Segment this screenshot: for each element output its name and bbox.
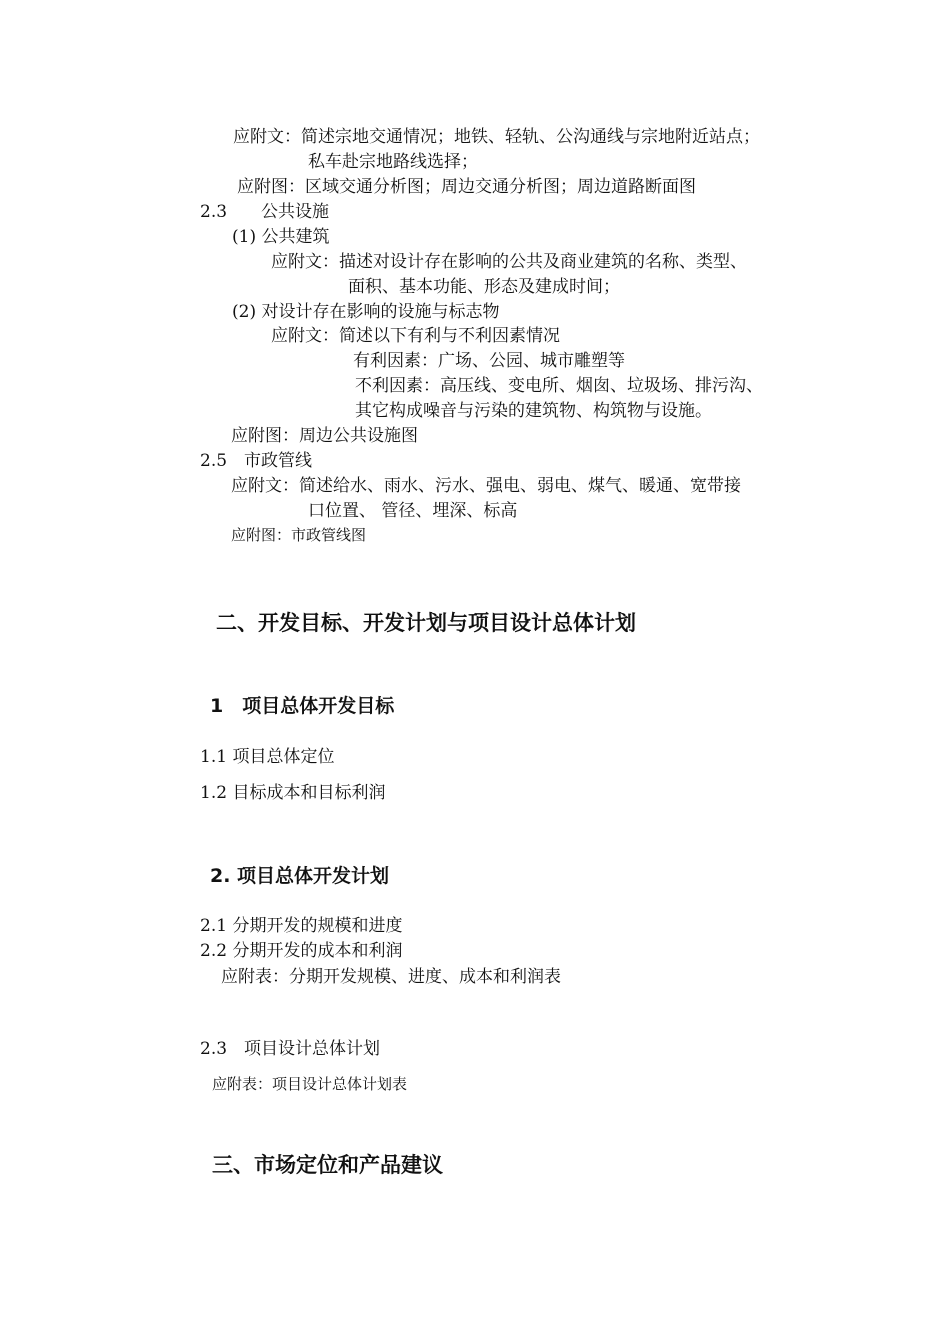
municipal-attach-text-line1: 应附文：简述给水、雨水、污水、强电、弱电、煤气、暖通、宽带接 — [231, 476, 741, 496]
landmarks-title: (2) 对设计存在影响的设施与标志物 — [232, 302, 500, 322]
part3-attach-table: 应附表：项目设计总体计划表 — [212, 1075, 408, 1093]
public-buildings-text-line2: 面积、基本功能、形态及建成时间； — [348, 277, 620, 297]
landmarks-text-line1: 应附文：简述以下有利与不利因素情况 — [271, 326, 560, 346]
unfavorable-factors-line2: 其它构成噪音与污染的建筑物、构筑物与设施。 — [355, 401, 712, 421]
unfavorable-factors-line1: 不利因素：高压线、变电所、烟囱、垃圾场、排污沟、 — [355, 376, 763, 396]
public-buildings-title: (1) 公共建筑 — [232, 227, 330, 247]
municipal-attach-text-line2: 口位置、 管径、埋深、标高 — [308, 501, 518, 521]
public-facilities-heading: 2.3 公共设施 — [200, 202, 330, 222]
public-facilities-attach-figure: 应附图：周边公共设施图 — [231, 426, 418, 446]
part2-item1: 2.1 分期开发的规模和进度 — [200, 916, 403, 936]
traffic-attach-text-line1: 应附文：简述宗地交通情况；地铁、轻轨、公沟通线与宗地附近站点； — [233, 127, 760, 147]
part2-item2: 2.2 分期开发的成本和利润 — [200, 941, 403, 961]
municipal-attach-figure: 应附图：市政管线图 — [231, 526, 367, 544]
part1-item2: 1.2 目标成本和目标利润 — [200, 783, 386, 803]
public-buildings-text-line1: 应附文：描述对设计存在影响的公共及商业建筑的名称、类型、 — [271, 252, 747, 272]
part3-heading: 2.3 项目设计总体计划 — [200, 1039, 381, 1059]
part2-attach-table: 应附表：分期开发规模、进度、成本和利润表 — [221, 967, 561, 987]
part2-heading: 2. 项目总体开发计划 — [210, 865, 390, 887]
municipal-heading: 2.5 市政管线 — [200, 451, 313, 471]
chapter3-title: 三、市场定位和产品建议 — [212, 1153, 443, 1177]
favorable-factors: 有利因素：广场、公园、城市雕塑等 — [353, 351, 625, 371]
traffic-attach-figure: 应附图：区域交通分析图；周边交通分析图；周边道路断面图 — [237, 177, 696, 197]
part1-heading: 1 项目总体开发目标 — [210, 695, 395, 717]
part1-item1: 1.1 项目总体定位 — [200, 747, 335, 767]
traffic-attach-text-line2: 私车赴宗地路线选择； — [308, 152, 478, 172]
chapter2-title: 二、开发目标、开发计划与项目设计总体计划 — [216, 611, 636, 635]
